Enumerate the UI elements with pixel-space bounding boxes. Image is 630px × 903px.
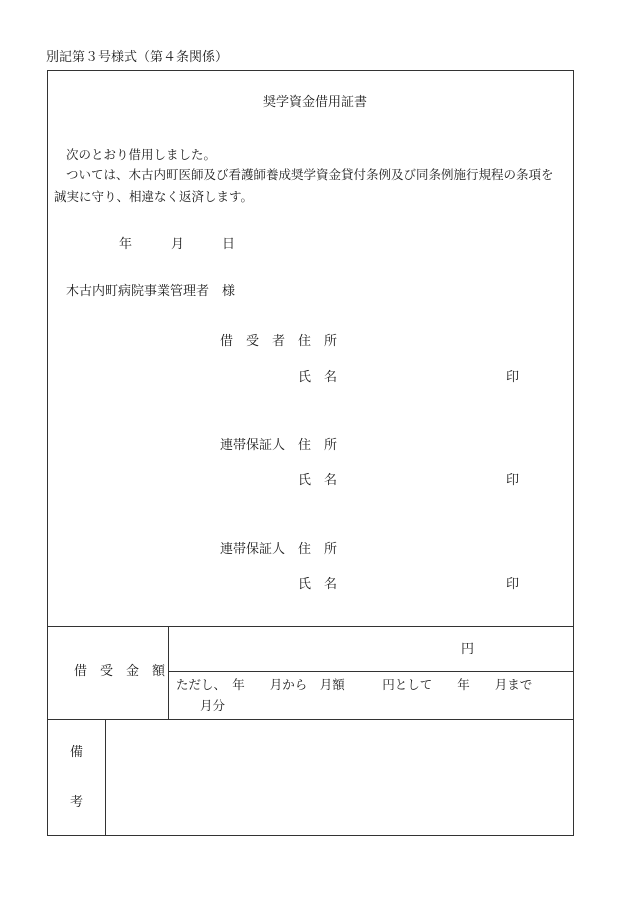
amount-row-divider (168, 671, 574, 672)
guarantor-2-seal-mark: 印 (506, 577, 520, 592)
borrower-seal-mark: 印 (506, 370, 520, 385)
date-month-label: 月 (171, 237, 185, 252)
date-year-label: 年 (119, 237, 133, 252)
guarantor-1-seal-mark: 印 (506, 473, 520, 488)
repayment-terms-line-2: 月分 (200, 698, 226, 713)
guarantor-1-address-label: 住 所 (298, 438, 338, 453)
borrower-name-label: 氏 名 (298, 370, 338, 385)
loan-amount-label: 借 受 金 額 (74, 664, 166, 679)
guarantor-2-role-label: 連帯保証人 (220, 542, 286, 557)
borrower-address-label: 住 所 (298, 334, 338, 349)
repayment-terms-line-1: ただし、 年 月から 月額 円として 年 月まで (176, 677, 533, 692)
remarks-label-char-1: 備 (70, 745, 84, 760)
guarantor-2-name-label: 氏 名 (298, 577, 338, 592)
remarks-column-divider (105, 719, 106, 836)
body-text-line-2: ついては、木古内町医師及び看護師養成奨学資金貸付条例及び同条例施行規程の条項を (66, 167, 554, 182)
document-title: 奨学資金借用証書 (262, 95, 367, 110)
amount-column-divider (168, 626, 169, 720)
guarantor-1-name-label: 氏 名 (298, 473, 338, 488)
remarks-table (47, 719, 574, 836)
remarks-label-char-2: 考 (70, 795, 84, 810)
guarantor-2-address-label: 住 所 (298, 542, 338, 557)
body-text-line-1: 次のとおり借用しました。 (66, 147, 217, 162)
form-label: 別記第３号様式（第４条関係） (46, 50, 229, 65)
borrower-role-label: 借 受 者 (220, 334, 286, 349)
date-day-label: 日 (222, 237, 236, 252)
body-text-line-3: 誠実に守り、相違なく返済します。 (54, 189, 254, 204)
yen-unit-label: 円 (461, 642, 475, 657)
addressee: 木古内町病院事業管理者 様 (66, 284, 236, 299)
guarantor-1-role-label: 連帯保証人 (220, 438, 286, 453)
